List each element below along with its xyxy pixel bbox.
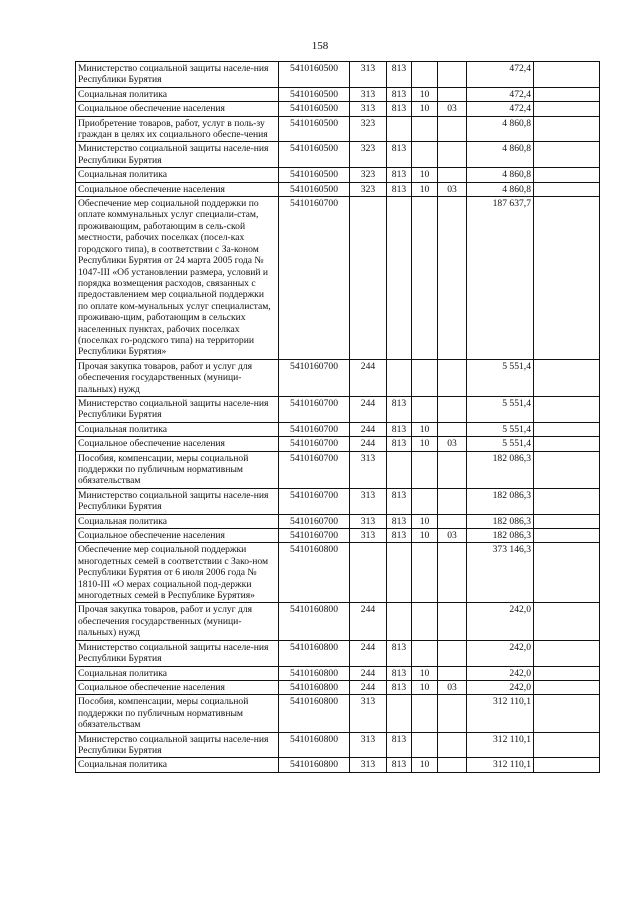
- row-name-cell: Социальное обеспечение населения: [76, 680, 279, 694]
- expense-type-code-cell: [350, 197, 387, 360]
- empty-cell: [534, 529, 600, 543]
- expense-type-code-cell: 313: [350, 87, 387, 101]
- target-article-code-cell: 5410160800: [279, 543, 350, 603]
- section-code-cell: 10: [412, 182, 438, 196]
- administrator-code-cell: 813: [387, 62, 412, 88]
- subsection-code-cell: [438, 142, 467, 168]
- target-article-code-cell: 5410160700: [279, 422, 350, 436]
- budget-table: [75, 61, 600, 773]
- empty-cell: [534, 102, 600, 116]
- section-code-cell: [412, 359, 438, 396]
- administrator-code-cell: 813: [387, 168, 412, 182]
- amount-cell: 5 551,4: [467, 422, 534, 436]
- table-row: [76, 197, 600, 360]
- table-row: [76, 529, 600, 543]
- administrator-code-cell: 813: [387, 422, 412, 436]
- empty-cell: [534, 197, 600, 360]
- row-name-cell: Министерство социальной защиты населе-ния Республики Бурятия: [76, 396, 279, 422]
- row-name-cell: Приобретение товаров, работ, услуг в поль-зу граждан в целях их социального обеспе-чения: [76, 116, 279, 142]
- table-row: [76, 640, 600, 666]
- section-code-cell: 10: [412, 437, 438, 451]
- budget-table-body: [76, 62, 600, 773]
- table-row: [76, 62, 600, 88]
- row-name-cell: Социальное обеспечение населения: [76, 437, 279, 451]
- administrator-code-cell: 813: [387, 680, 412, 694]
- target-article-code-cell: 5410160500: [279, 182, 350, 196]
- section-code-cell: [412, 451, 438, 488]
- section-code-cell: [412, 396, 438, 422]
- administrator-code-cell: 813: [387, 758, 412, 772]
- empty-cell: [534, 680, 600, 694]
- section-code-cell: 10: [412, 529, 438, 543]
- administrator-code-cell: 813: [387, 488, 412, 514]
- table-row: [76, 116, 600, 142]
- row-name-cell: Социальная политика: [76, 514, 279, 528]
- subsection-code-cell: [438, 666, 467, 680]
- expense-type-code-cell: 244: [350, 666, 387, 680]
- amount-cell: 182 086,3: [467, 514, 534, 528]
- target-article-code-cell: 5410160800: [279, 603, 350, 640]
- administrator-code-cell: [387, 451, 412, 488]
- row-name-cell: Социальное обеспечение населения: [76, 182, 279, 196]
- target-article-code-cell: 5410160500: [279, 142, 350, 168]
- section-code-cell: 10: [412, 666, 438, 680]
- administrator-code-cell: 813: [387, 437, 412, 451]
- table-row: [76, 695, 600, 732]
- subsection-code-cell: 03: [438, 437, 467, 451]
- amount-cell: 472,4: [467, 87, 534, 101]
- section-code-cell: 10: [412, 168, 438, 182]
- table-row: [76, 87, 600, 101]
- row-name-cell: Министерство социальной защиты населе-ния Республики Бурятия: [76, 732, 279, 758]
- expense-type-code-cell: 313: [350, 695, 387, 732]
- administrator-code-cell: [387, 695, 412, 732]
- amount-cell: 4 860,8: [467, 116, 534, 142]
- administrator-code-cell: 813: [387, 87, 412, 101]
- empty-cell: [534, 695, 600, 732]
- subsection-code-cell: 03: [438, 102, 467, 116]
- amount-cell: 312 110,1: [467, 758, 534, 772]
- section-code-cell: [412, 732, 438, 758]
- subsection-code-cell: [438, 451, 467, 488]
- row-name-cell: Министерство социальной защиты населе-ния Республики Бурятия: [76, 488, 279, 514]
- administrator-code-cell: [387, 543, 412, 603]
- expense-type-code-cell: 244: [350, 680, 387, 694]
- administrator-code-cell: 813: [387, 514, 412, 528]
- row-name-cell: Пособия, компенсации, меры социальной поддержки по публичным нормативным обязательствам: [76, 695, 279, 732]
- expense-type-code-cell: 313: [350, 488, 387, 514]
- subsection-code-cell: [438, 62, 467, 88]
- subsection-code-cell: [438, 603, 467, 640]
- expense-type-code-cell: 323: [350, 116, 387, 142]
- table-row: [76, 514, 600, 528]
- row-name-cell: Министерство социальной защиты населе-ния Республики Бурятия: [76, 62, 279, 88]
- row-name-cell: Министерство социальной защиты населе-ния Республики Бурятия: [76, 142, 279, 168]
- target-article-code-cell: 5410160700: [279, 396, 350, 422]
- target-article-code-cell: 5410160700: [279, 514, 350, 528]
- expense-type-code-cell: 313: [350, 102, 387, 116]
- expense-type-code-cell: [350, 543, 387, 603]
- section-code-cell: 10: [412, 102, 438, 116]
- amount-cell: 242,0: [467, 603, 534, 640]
- page-number: 158: [311, 40, 329, 52]
- empty-cell: [534, 514, 600, 528]
- expense-type-code-cell: 244: [350, 359, 387, 396]
- subsection-code-cell: [438, 758, 467, 772]
- section-code-cell: [412, 62, 438, 88]
- empty-cell: [534, 142, 600, 168]
- amount-cell: 242,0: [467, 680, 534, 694]
- target-article-code-cell: 5410160800: [279, 680, 350, 694]
- target-article-code-cell: 5410160800: [279, 758, 350, 772]
- expense-type-code-cell: 244: [350, 396, 387, 422]
- table-row: [76, 451, 600, 488]
- row-name-cell: Прочая закупка товаров, работ и услуг для обеспечения государственных (муници-пальных) нужд: [76, 359, 279, 396]
- administrator-code-cell: [387, 116, 412, 142]
- target-article-code-cell: 5410160500: [279, 62, 350, 88]
- amount-cell: 373 146,3: [467, 543, 534, 603]
- table-row: [76, 732, 600, 758]
- table-row: [76, 603, 600, 640]
- empty-cell: [534, 666, 600, 680]
- administrator-code-cell: 813: [387, 640, 412, 666]
- subsection-code-cell: [438, 87, 467, 101]
- target-article-code-cell: 5410160700: [279, 529, 350, 543]
- empty-cell: [534, 543, 600, 603]
- table-row: [76, 666, 600, 680]
- administrator-code-cell: 813: [387, 732, 412, 758]
- subsection-code-cell: [438, 116, 467, 142]
- subsection-code-cell: [438, 168, 467, 182]
- expense-type-code-cell: 244: [350, 640, 387, 666]
- table-row: [76, 102, 600, 116]
- target-article-code-cell: 5410160800: [279, 732, 350, 758]
- table-row: [76, 422, 600, 436]
- amount-cell: 472,4: [467, 102, 534, 116]
- target-article-code-cell: 5410160700: [279, 197, 350, 360]
- amount-cell: 182 086,3: [467, 488, 534, 514]
- empty-cell: [534, 603, 600, 640]
- target-article-code-cell: 5410160500: [279, 102, 350, 116]
- target-article-code-cell: 5410160800: [279, 695, 350, 732]
- amount-cell: 5 551,4: [467, 396, 534, 422]
- empty-cell: [534, 437, 600, 451]
- section-code-cell: [412, 695, 438, 732]
- amount-cell: 242,0: [467, 666, 534, 680]
- administrator-code-cell: 813: [387, 666, 412, 680]
- row-name-cell: Министерство социальной защиты населе-ния Республики Бурятия: [76, 640, 279, 666]
- row-name-cell: Социальная политика: [76, 758, 279, 772]
- table-row: [76, 680, 600, 694]
- expense-type-code-cell: 313: [350, 758, 387, 772]
- row-name-cell: Пособия, компенсации, меры социальной поддержки по публичным нормативным обязательствам: [76, 451, 279, 488]
- amount-cell: 472,4: [467, 62, 534, 88]
- amount-cell: 4 860,8: [467, 168, 534, 182]
- empty-cell: [534, 640, 600, 666]
- row-name-cell: Социальное обеспечение населения: [76, 529, 279, 543]
- empty-cell: [534, 732, 600, 758]
- section-code-cell: 10: [412, 514, 438, 528]
- subsection-code-cell: 03: [438, 680, 467, 694]
- expense-type-code-cell: 313: [350, 451, 387, 488]
- subsection-code-cell: [438, 640, 467, 666]
- subsection-code-cell: [438, 396, 467, 422]
- target-article-code-cell: 5410160800: [279, 640, 350, 666]
- amount-cell: 312 110,1: [467, 695, 534, 732]
- row-name-cell: Социальная политика: [76, 87, 279, 101]
- subsection-code-cell: 03: [438, 529, 467, 543]
- expense-type-code-cell: 244: [350, 437, 387, 451]
- amount-cell: 4 860,8: [467, 142, 534, 168]
- expense-type-code-cell: 313: [350, 62, 387, 88]
- administrator-code-cell: 813: [387, 182, 412, 196]
- amount-cell: 5 551,4: [467, 437, 534, 451]
- row-name-cell: Социальное обеспечение населения: [76, 102, 279, 116]
- target-article-code-cell: 5410160700: [279, 359, 350, 396]
- expense-type-code-cell: 313: [350, 732, 387, 758]
- section-code-cell: 10: [412, 422, 438, 436]
- amount-cell: 312 110,1: [467, 732, 534, 758]
- section-code-cell: [412, 116, 438, 142]
- empty-cell: [534, 182, 600, 196]
- empty-cell: [534, 451, 600, 488]
- table-row: [76, 182, 600, 196]
- target-article-code-cell: 5410160500: [279, 168, 350, 182]
- empty-cell: [534, 62, 600, 88]
- administrator-code-cell: [387, 359, 412, 396]
- expense-type-code-cell: 323: [350, 142, 387, 168]
- row-name-cell: Прочая закупка товаров, работ и услуг для обеспечения государственных (муници-пальных) нужд: [76, 603, 279, 640]
- section-code-cell: [412, 142, 438, 168]
- administrator-code-cell: [387, 197, 412, 360]
- table-row: [76, 142, 600, 168]
- expense-type-code-cell: 313: [350, 514, 387, 528]
- administrator-code-cell: 813: [387, 142, 412, 168]
- table-row: [76, 437, 600, 451]
- empty-cell: [534, 359, 600, 396]
- target-article-code-cell: 5410160700: [279, 488, 350, 514]
- amount-cell: 242,0: [467, 640, 534, 666]
- target-article-code-cell: 5410160800: [279, 666, 350, 680]
- table-row: [76, 488, 600, 514]
- administrator-code-cell: 813: [387, 529, 412, 543]
- section-code-cell: 10: [412, 758, 438, 772]
- table-row: [76, 758, 600, 772]
- target-article-code-cell: 5410160500: [279, 87, 350, 101]
- empty-cell: [534, 488, 600, 514]
- target-article-code-cell: 5410160700: [279, 437, 350, 451]
- subsection-code-cell: [438, 422, 467, 436]
- expense-type-code-cell: 323: [350, 168, 387, 182]
- subsection-code-cell: [438, 359, 467, 396]
- administrator-code-cell: 813: [387, 396, 412, 422]
- expense-type-code-cell: 244: [350, 603, 387, 640]
- table-row: [76, 396, 600, 422]
- section-code-cell: [412, 197, 438, 360]
- amount-cell: 182 086,3: [467, 451, 534, 488]
- row-name-cell: Социальная политика: [76, 666, 279, 680]
- subsection-code-cell: [438, 514, 467, 528]
- empty-cell: [534, 758, 600, 772]
- section-code-cell: 10: [412, 87, 438, 101]
- administrator-code-cell: [387, 603, 412, 640]
- target-article-code-cell: 5410160700: [279, 451, 350, 488]
- empty-cell: [534, 87, 600, 101]
- empty-cell: [534, 422, 600, 436]
- row-name-cell: Обеспечение мер социальной поддержки по оплате коммунальных услуг специали-стам, проживающим, работающим в сель-ской местности, рабочих поселках (посел-ках городского типа), в соответствии с За-коном Республики Бурятия от 24 марта 2005 года № 1047-III «Об установлении размера, условий и порядка возмещения расходов, связанных с предоставлением мер социальной поддержки по оплате ком-мунальных услуг специалистам, проживаю-щим, работающим в сельских населенных пунктах, рабочих поселках (поселках го-родского типа) на территории Республики Бурятия»: [76, 197, 279, 360]
- expense-type-code-cell: 313: [350, 529, 387, 543]
- section-code-cell: [412, 640, 438, 666]
- section-code-cell: [412, 488, 438, 514]
- row-name-cell: Обеспечение мер социальной поддержки многодетных семей в соответствии с Зако-ном Республики Бурятия от 6 июля 2006 года № 1810-III «О мерах социальной под-держки многодетных семей в Республике Бурятия»: [76, 543, 279, 603]
- subsection-code-cell: [438, 488, 467, 514]
- section-code-cell: 10: [412, 680, 438, 694]
- amount-cell: 5 551,4: [467, 359, 534, 396]
- expense-type-code-cell: 244: [350, 422, 387, 436]
- administrator-code-cell: 813: [387, 102, 412, 116]
- subsection-code-cell: [438, 732, 467, 758]
- amount-cell: 4 860,8: [467, 182, 534, 196]
- row-name-cell: Социальная политика: [76, 168, 279, 182]
- table-row: [76, 359, 600, 396]
- empty-cell: [534, 396, 600, 422]
- row-name-cell: Социальная политика: [76, 422, 279, 436]
- empty-cell: [534, 116, 600, 142]
- amount-cell: 182 086,3: [467, 529, 534, 543]
- subsection-code-cell: 03: [438, 182, 467, 196]
- empty-cell: [534, 168, 600, 182]
- subsection-code-cell: [438, 197, 467, 360]
- target-article-code-cell: 5410160500: [279, 116, 350, 142]
- amount-cell: 187 637,7: [467, 197, 534, 360]
- table-row: [76, 543, 600, 603]
- expense-type-code-cell: 323: [350, 182, 387, 196]
- section-code-cell: [412, 603, 438, 640]
- subsection-code-cell: [438, 543, 467, 603]
- table-row: [76, 168, 600, 182]
- subsection-code-cell: [438, 695, 467, 732]
- section-code-cell: [412, 543, 438, 603]
